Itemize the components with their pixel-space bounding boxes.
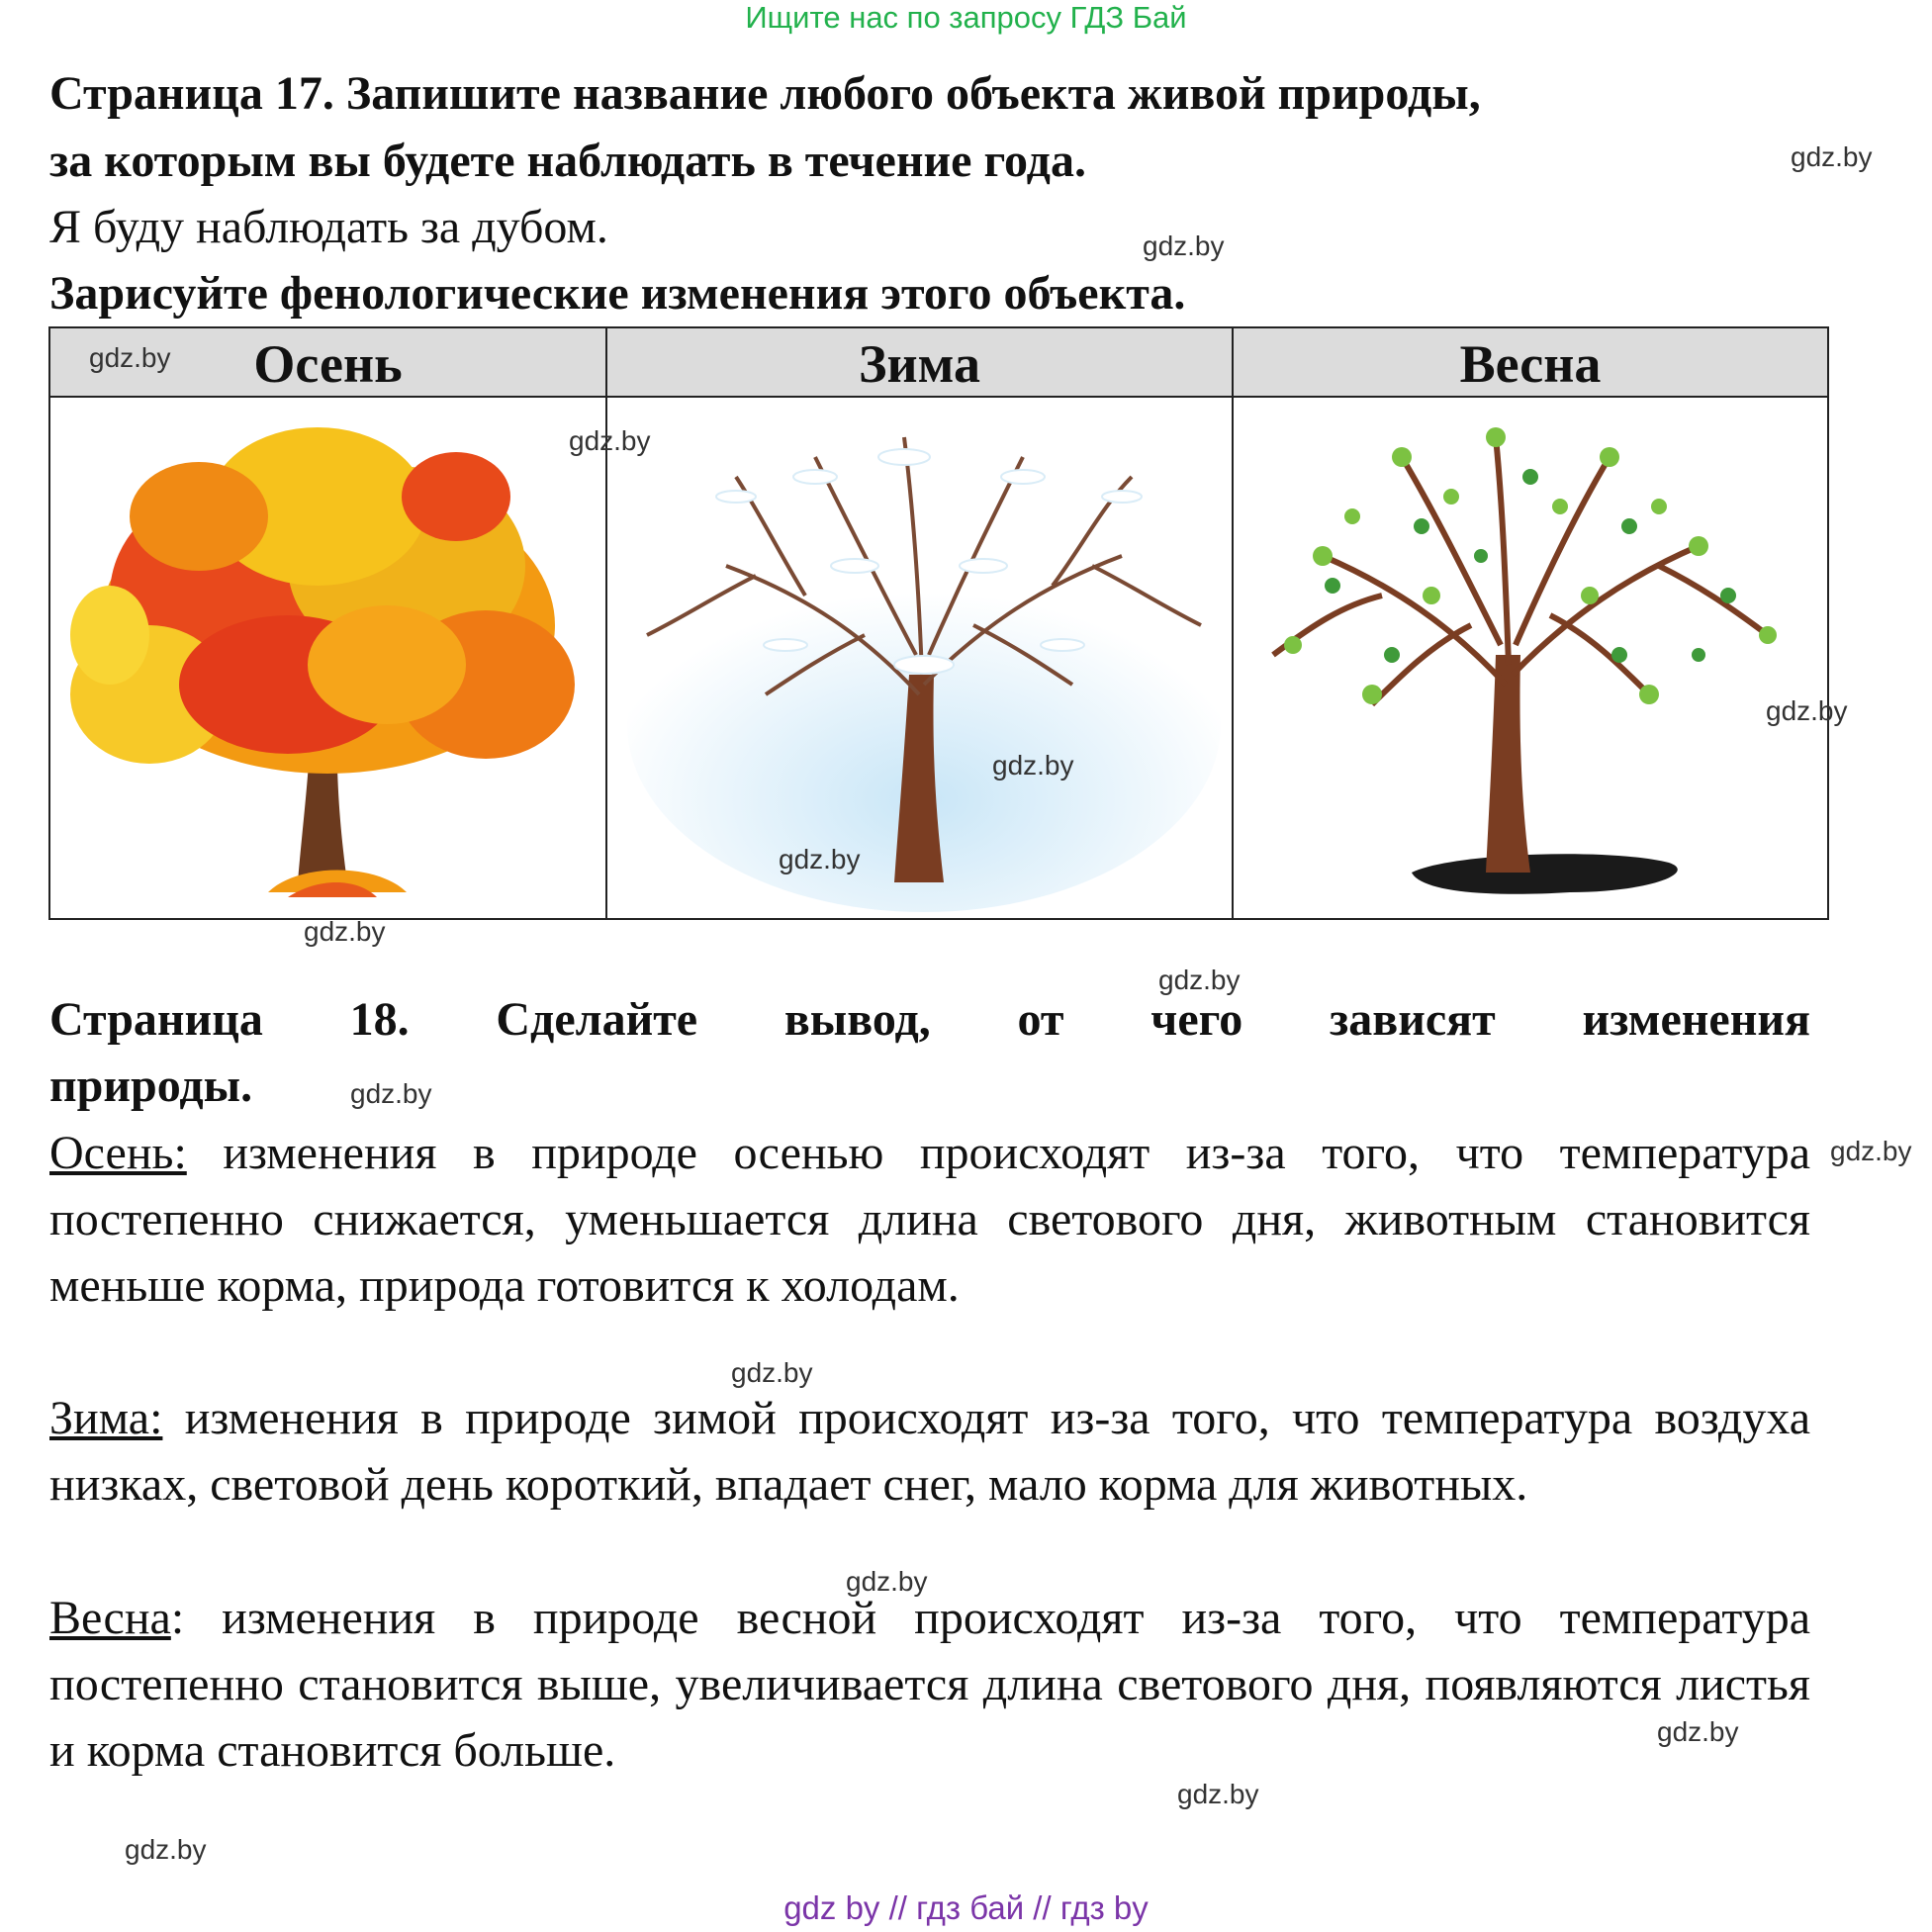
task18-title-line2: природы. [49, 1059, 253, 1112]
watermark: gdz.by [569, 425, 651, 456]
watermark: gdz.by [89, 342, 171, 373]
autumn-text: изменения в природе осенью происходят из-за того, что температура постепенно снижается, уменьшается длина светового дня, животным становится меньше корма, природа готовится к холодам. [49, 1127, 1810, 1312]
winter-text: изменения в природе зимой происходят из-за того, что температура воздуха низках, световой день короткий, впадает снег, мало корма для животных. [49, 1392, 1810, 1511]
watermark: gdz.by [1177, 1779, 1259, 1809]
watermark: gdz.by [1766, 695, 1848, 726]
watermark: gdz.by [1791, 141, 1873, 172]
conclusion-autumn [49, 1120, 1810, 1319]
spring-label: Весна [49, 1592, 171, 1644]
watermark: gdz.by [1143, 230, 1225, 261]
watermark: gdz.by [731, 1357, 813, 1388]
watermark: gdz.by [846, 1566, 928, 1597]
watermark: gdz.by [304, 916, 386, 947]
seasons-table [48, 326, 1829, 920]
task17-title-line1: Страница 17. Запишите название любого объекта живой природы, [49, 67, 1481, 120]
watermark: gdz.by [779, 844, 861, 874]
watermark: gdz.by [125, 1834, 207, 1865]
header-winter: Зима [858, 334, 981, 394]
watermark: gdz.by [1158, 965, 1241, 995]
task18-title-line1: Страница 18. Сделайте вывод, от чего зависят изменения [49, 993, 1810, 1046]
watermark: gdz.by [992, 750, 1074, 781]
spring-tree-image [1234, 398, 1827, 918]
autumn-label: Осень: [49, 1127, 187, 1179]
header-spring: Весна [1459, 334, 1602, 394]
conclusion-spring [49, 1585, 1810, 1784]
task17-answer: Я буду наблюдать за дубом. [49, 201, 608, 253]
watermark: gdz.by [1657, 1716, 1739, 1747]
winter-tree-image [607, 398, 1232, 918]
autumn-tree-image [50, 398, 605, 918]
task17-title-line2: за которым вы будете наблюдать в течение года. [49, 135, 1086, 187]
spring-text: : изменения в природе весной происходят из-за того, что температура постепенно становится выше, увеличивается длина светового дня, появляются листья и корма становится больше. [49, 1592, 1810, 1777]
search-hint-link[interactable]: Ищите нас по запросу ГДЗ Бай [745, 0, 1187, 35]
conclusion-winter [49, 1385, 1810, 1518]
watermark: gdz.by [350, 1078, 432, 1109]
task17-draw-task: Зарисуйте фенологические изменения этого объекта. [49, 267, 1186, 320]
footer-links[interactable]: gdz by // гдз бай // гдз by [783, 1889, 1149, 1926]
winter-label: Зима: [49, 1392, 163, 1444]
watermark: gdz.by [1830, 1136, 1912, 1166]
header-autumn: Осень [253, 334, 403, 394]
